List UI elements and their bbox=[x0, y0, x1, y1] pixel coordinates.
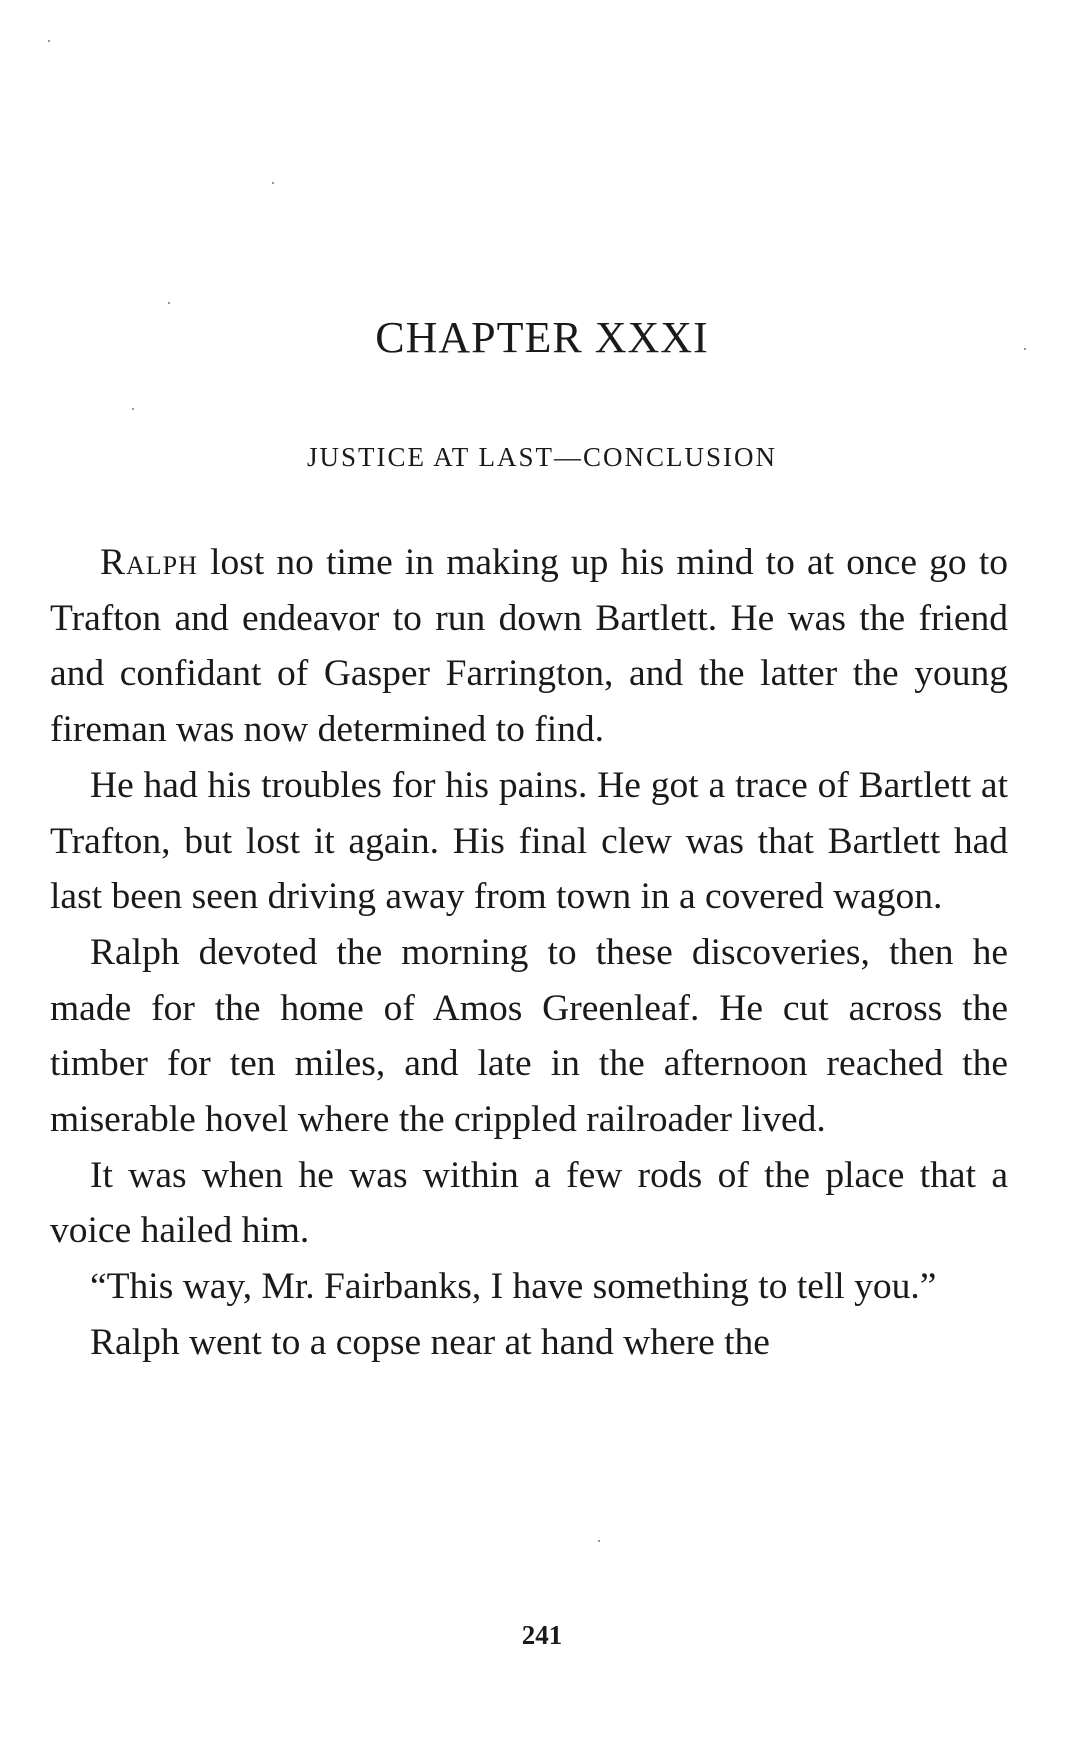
chapter-heading: CHAPTER XXXI bbox=[375, 313, 709, 362]
paragraph: He had his troubles for his pains. He got a trace of Bartlett at Trafton, but lost it again. His final clew was that Bartlett had last been seen driving away from town in a covered wagon. bbox=[50, 764, 1008, 918]
body-text bbox=[50, 535, 1008, 1371]
paragraph-lead-word: Ralph bbox=[100, 542, 198, 583]
paper-speck bbox=[598, 1540, 600, 1542]
paper-speck bbox=[272, 182, 274, 184]
page-number: 241 bbox=[521, 1620, 563, 1650]
paper-speck bbox=[168, 302, 170, 304]
paragraph: Ralph went to a copse near at hand where the bbox=[90, 1321, 770, 1363]
paper-speck bbox=[132, 408, 134, 410]
chapter-subtitle: JUSTICE AT LAST—CONCLUSION bbox=[306, 442, 778, 472]
paragraph: Ralph devoted the morning to these discoveries, then he made for the home of Amos Greenleaf. He cut across the timber for ten miles, and late in the afternoon reached the miserable hovel where the crippled railroader lived. bbox=[50, 931, 1008, 1141]
paragraph: It was when he was within a few rods of the place that a voice hailed him. bbox=[50, 1154, 1008, 1252]
paragraph bbox=[50, 535, 1008, 758]
paper-speck bbox=[48, 40, 50, 42]
paragraph-text: lost no time in making up his mind to at once go to Trafton and endeavor to run down Bartlett. He was the friend and confidant of Gasper Farrington, and the latter the young fireman was now determined to find. bbox=[50, 542, 1008, 751]
paragraph: “This way, Mr. Fairbanks, I have something to tell you.” bbox=[90, 1266, 937, 1308]
